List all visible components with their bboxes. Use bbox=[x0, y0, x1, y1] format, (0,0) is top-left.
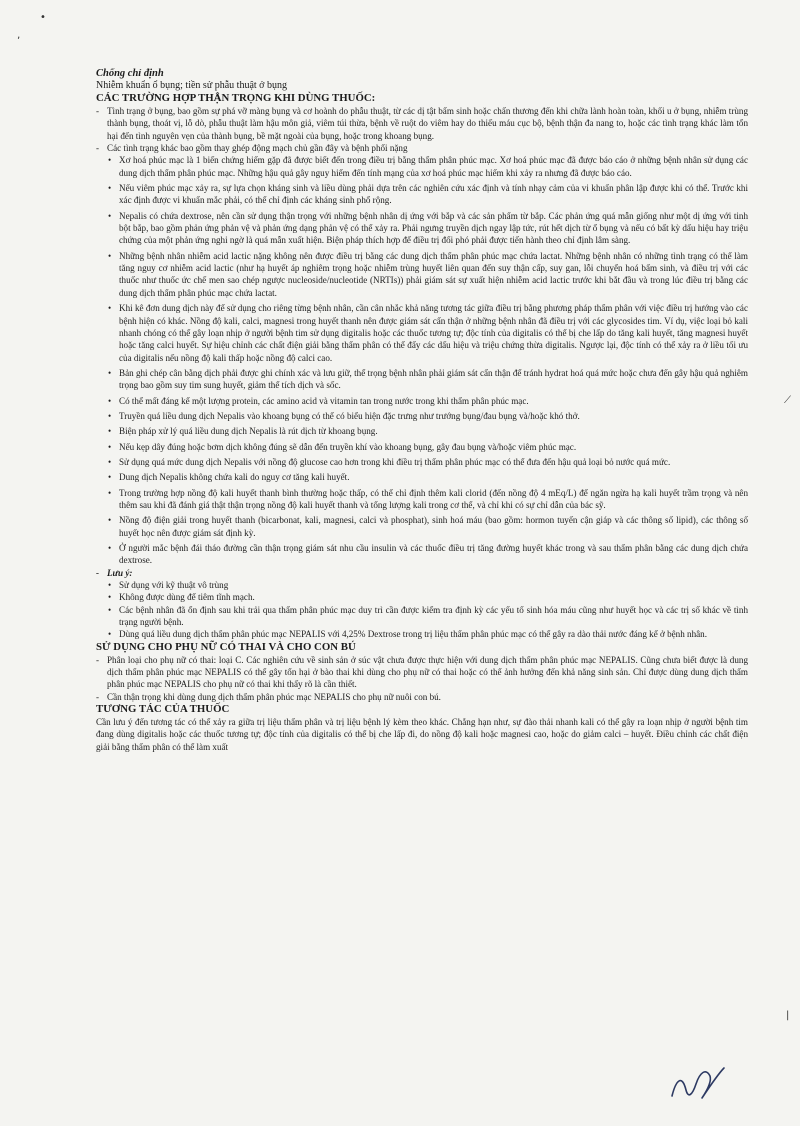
interactions-title: TƯƠNG TÁC CỦA THUỐC bbox=[96, 703, 230, 716]
contraindications-text: Nhiễm khuẩn ổ bụng; tiền sử phẫu thuật ở bụng bbox=[96, 80, 287, 91]
precaution-bullet: • Ở người mắc bệnh đái tháo đường cần thận trọng giám sát nhu cầu insulin và các thuốc điều trị tăng đường huyết khác trong và sau thẩm phân bằng các dung dịch chứa dextrose. bbox=[96, 542, 748, 567]
precaution-bullet: • Dung dịch Nepalis không chứa kali do nguy cơ tăng kali huyết. bbox=[96, 471, 748, 483]
contraindications-title: Chống chỉ định bbox=[96, 68, 164, 79]
precaution-bullet: • Khi kê đơn dung dịch này để sử dụng cho riêng từng bệnh nhân, cần cân nhắc khả năng tương tác giữa điều trị bằng phương pháp thẩm phân với việc điều trị hướng vào các bệnh hiện có khác. Nồng độ kali, calci, magnesi trong huyết thanh nên được giám sát cẩn thận ở những bệnh nhân đã điều trị với các glycosides tim. Ví dụ, việc loại bỏ kali nhanh chóng có thể gây loạn nhịp ở người bệnh tim sử dụng digitalis hoặc các thuốc tương tự; độc tính của digitalis có thể bị che lấp do tăng kali huyết, tăng magnesi huyết hoặc tăng calci huyết. Sự hiệu chỉnh các chất điện giải bằng thẩm phân có thể đẩy các dấu hiệu và triệu chứng thừa digitalis. Ngược lại, độc tính có thể xảy ra ở liều tối ưu của digitalis nếu nồng độ kali thấp hoặc nồng độ calci cao. bbox=[96, 302, 748, 364]
precaution-bullet: • Nepalis có chứa dextrose, nên cần sử dụng thận trọng với những bệnh nhân dị ứng với bắp và các sản phẩm từ bắp. Các phản ứng quá mẫn giống như một dị ứng với tinh bột bắp, bao gồm phản ứng phản vệ và phản ứng dạng phản vệ có thể xảy ra. Phải ngưng truyền dịch ngay lập tức, rút hết dịch từ ổ bụng và nếu có bất kỳ dấu hiệu hay triệu chứng của một phản ứng nghi ngờ là quá mẫn xuất hiện. Biện pháp thích hợp để điều trị đối phó phải được tiến hành theo chỉ định lâm sàng. bbox=[96, 210, 748, 247]
scan-speck: • bbox=[40, 12, 46, 23]
precautions-title: CÁC TRƯỜNG HỢP THẬN TRỌNG KHI DÙNG THUỐC: bbox=[96, 92, 376, 104]
margin-tick: | bbox=[786, 1010, 790, 1021]
interactions-paragraph: Cần lưu ý đến tương tác có thể xảy ra giữa trị liệu thẩm phân và trị liệu bệnh lý kèm theo khác. Chẳng hạn như, sự đào thải nhanh kali có thể gây ra loạn nhịp ở người bệnh tim đang dùng digitalis hoặc các thuốc tương tự; độc tính của digitalis có thể bị che lấp đi, do nồng độ kali hoặc magnesi cao, hoặc do giảm calci – huyết. Điều chỉnh các chất điện giải bằng thẩm phân có thể làm xuất bbox=[96, 717, 748, 752]
pregnancy-paragraph: - Cần thận trọng khi dùng dung dịch thẩm phân phúc mạc NEPALIS cho phụ nữ nuôi con bú. bbox=[96, 691, 748, 703]
scan-speck: ‚ bbox=[17, 30, 21, 41]
precaution-paragraph: - Các tình trạng khác bao gồm thay ghép động mạch chủ gần đây và bệnh phổi nặng bbox=[96, 142, 748, 154]
precaution-bullet: • Nếu viêm phúc mạc xảy ra, sự lựa chọn kháng sinh và liều dùng phải dựa trên các nghiên cứu xác định và tính nhạy cảm của vi khuẩn phân lập được khi có thể. Trước khi xác định được vi khuẩn mắc phải, có thể chỉ định các kháng sinh phổ rộng. bbox=[96, 182, 748, 207]
precaution-bullet: • Sử dụng quá mức dung dịch Nepalis với nồng độ glucose cao hơn trong khi điều trị thẩm phân phúc mạc có thể đưa đến hậu quả loại bỏ nước quá mức. bbox=[96, 456, 748, 468]
precaution-paragraph: - Tình trạng ở bụng, bao gồm sự phá vỡ màng bụng và cơ hoành do phẫu thuật, từ các dị tật bẩm sinh hoặc chấn thương đến khi chữa lành hoàn toàn, khối u ở bụng, nhiễm trùng thành bụng, thoát vị, lỗ dò, phẫu thuật làm hậu môn giả, viêm túi thừa, bệnh về ruột do viêm hay do thiếu máu cục bộ, bệnh thận đa nang to, hoặc các tình trạng khác làm tổn hại đến tình nguyên vẹn của thành bụng, bề mặt ngoài của bụng, hoặc trong khoang bụng. bbox=[96, 105, 748, 142]
precaution-bullet: • Xơ hoá phúc mạc là 1 biến chứng hiếm gặp đã được biết đến trong điều trị bằng thẩm phân phúc mạc. Xơ hoá phúc mạc đã được báo cáo ở những bệnh nhân sử dụng các dung dịch thẩm phân phúc mạc. Những hậu quả gây nguy hiểm đến tính mạng của xơ hoá phúc mạc hiếm khi xảy ra nhưng đã được báo cáo. bbox=[96, 154, 748, 179]
precaution-bullet: • Nồng độ điện giải trong huyết thanh (bicarbonat, kali, magnesi, calci và phosphat), sinh hoá máu (bao gồm: hormon tuyến cận giáp và các thông số lipid), các thông số huyết học nên được giám sát định kỳ. bbox=[96, 514, 748, 539]
note-bullet: • Không được dùng để tiêm tĩnh mạch. bbox=[96, 591, 748, 603]
note-bullet: • Dùng quá liều dung dịch thẩm phân phúc mạc NEPALIS với 4,25% Dextrose trong trị liệu thẩm phân phúc mạc có thể gây ra dào thải nước đáng kể ở bệnh nhân. bbox=[96, 628, 748, 640]
note-bullet: • Các bệnh nhân đã ổn định sau khi trải qua thẩm phân phúc mạc duy trì cần được kiểm tra định kỳ các yếu tố sinh hóa máu cũng như huyết học và các trị số khác về tình trạng người bệnh. bbox=[96, 604, 748, 629]
pregnancy-paragraph: - Phân loại cho phụ nữ có thai: loại C. Các nghiên cứu về sinh sản ở súc vật chưa được thực hiện với dung dịch thẩm phân phúc mạc NEPALIS. Cũng chưa biết được là dung dịch thẩm phân phúc mạc NEPALIS có thể gây tổn hại ở bào thai khi dùng cho phụ nữ có thai hoặc có thể ảnh hưởng đến khả năng sinh sản. Chỉ được dùng dung dịch thẩm phân phúc mạc NEPALIS cho phụ nữ có thai khi thấy rõ là cần thiết. bbox=[96, 654, 748, 691]
precaution-bullet: • Bản ghi chép cân bằng dịch phải được ghi chính xác và lưu giữ, thể trọng bệnh nhân phải giám sát cẩn thận để tránh hydrat hoá quá mức hoặc chưa đến gây hậu quả nghiêm trọng bao gồm suy tim sung huyết, giảm thể tích dịch và sốc. bbox=[96, 367, 748, 392]
precaution-bullet: • Biện pháp xử lý quá liều dung dịch Nepalis là rút dịch từ khoang bụng. bbox=[96, 425, 748, 437]
note-bullet: • Sử dụng với kỹ thuật vô trùng bbox=[96, 579, 748, 591]
precaution-bullet: • Nếu kẹp dây đúng hoặc bơm dịch không đúng sẽ dẫn đến truyền khí vào khoang bụng, gây đau bụng và/hoặc viêm phúc mạc. bbox=[96, 441, 748, 453]
precaution-bullet: • Truyền quá liều dung dịch Nepalis vào khoang bụng có thể có biểu hiện đặc trưng như trướng bụng/đau bụng và/hoặc khó thở. bbox=[96, 410, 748, 422]
precaution-bullet: • Có thể mất đáng kể một lượng protein, các amino acid và vitamin tan trong nước trong khi thẩm phân phúc mạc. bbox=[96, 395, 748, 407]
precaution-bullet: • Trong trường hợp nồng độ kali huyết thanh bình thường hoặc thấp, có thể chỉ định thêm kali clorid (đến nồng độ 4 mEq/L) để ngăn ngừa hạ kali huyết trầm trọng và nên thêm sau khi đã đánh giá thật thận trọng nồng độ kali huyết thanh và tổng lượng kali trong cơ thể, và chỉ khi có sự chỉ dẫn của bác sỹ. bbox=[96, 487, 748, 512]
precaution-bullet: • Những bệnh nhân nhiễm acid lactic nặng không nên được điều trị bằng các dung dịch thẩm phân phúc mạc chứa lactat. Những bệnh nhân có những tình trạng có thể làm tăng nguy cơ nhiễm acid lactic (như hạ huyết áp nghiêm trọng hoặc nhiễm trùng huyết liên quan đến suy thận cấp, suy gan, lỗi chuyển hoá bẩm sinh, và điều trị với các thuốc như thuốc ức chế men sao chép ngược nucleoside/nucleotide (NRTIs)) phải giám sát sự xuất hiện nhiễm acid lactic trước khi bắt đầu và trong lúc điều trị bằng các dung dịch thẩm phân phúc mạc chứa lactat. bbox=[96, 250, 748, 299]
pregnancy-title: SỬ DỤNG CHO PHỤ NỮ CÓ THAI VÀ CHO CON BÚ bbox=[96, 640, 356, 653]
document-page bbox=[96, 68, 748, 753]
margin-tick: ⟋ bbox=[784, 395, 791, 406]
handwritten-signature bbox=[666, 1060, 730, 1106]
note-title: - Lưu ý: bbox=[96, 567, 748, 579]
